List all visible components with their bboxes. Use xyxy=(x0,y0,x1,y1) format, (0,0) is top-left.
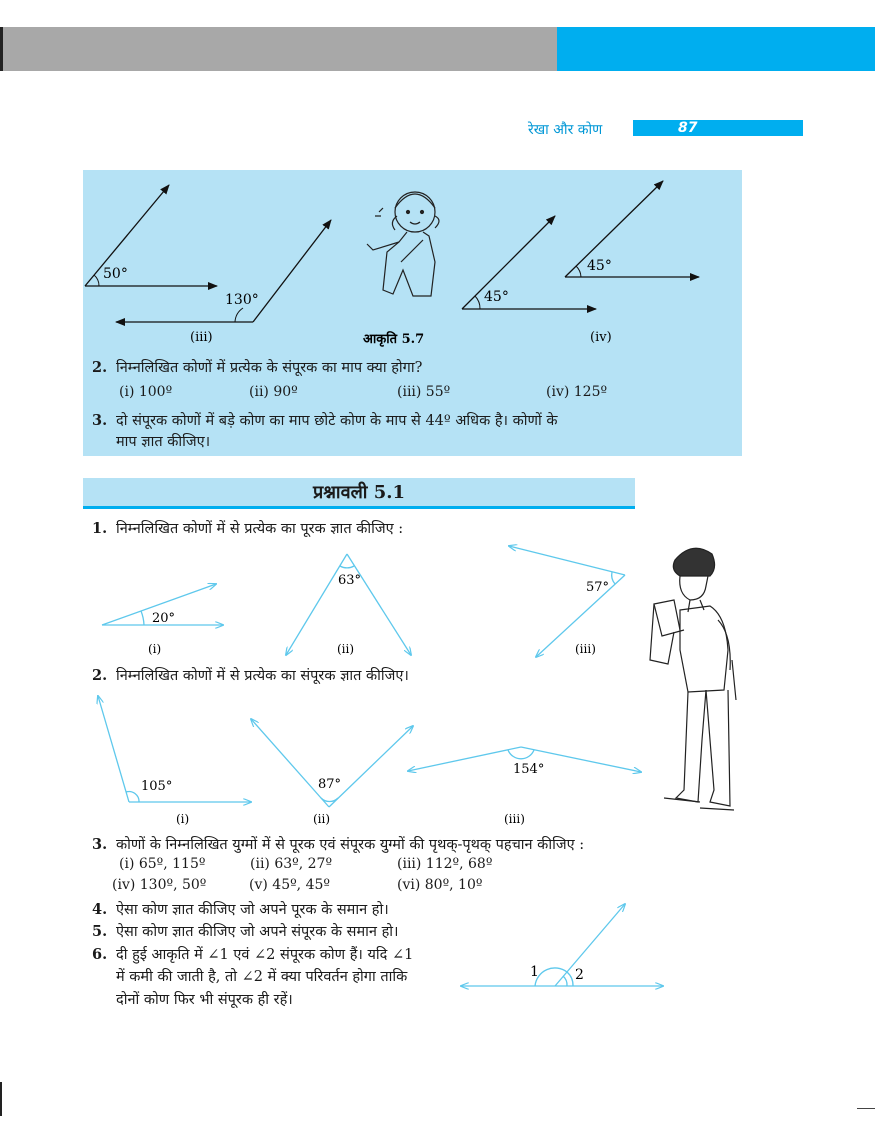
supplementary-angles-figure xyxy=(455,895,670,995)
angle-154-arm xyxy=(408,747,521,771)
question-number: 5. xyxy=(92,923,108,940)
angle-label: 130° xyxy=(225,292,259,308)
figure-sub-label: (iii) xyxy=(504,812,525,826)
question-text: निम्नलिखित कोणों में से प्रत्येक का संपूरक ज्ञात कीजिए। xyxy=(116,668,409,684)
question-number: 4. xyxy=(92,901,108,918)
option: (iv) 125º xyxy=(546,384,608,400)
figure-sub-label: (i) xyxy=(176,812,190,826)
angle-label: 154° xyxy=(513,762,545,777)
exercise-question-4 xyxy=(92,899,389,921)
top-banner-blue xyxy=(557,27,875,71)
question-number: 3. xyxy=(92,836,108,853)
option: (iii) 55º xyxy=(397,384,451,400)
figure-5-7 xyxy=(83,170,742,350)
exercise-question-6 xyxy=(92,944,413,966)
angle-63-arm xyxy=(347,554,411,655)
crop-mark xyxy=(0,1082,2,1116)
exercise-question-5 xyxy=(92,921,399,943)
angle-label: 45° xyxy=(587,258,612,274)
question-text-cont: माप ज्ञात कीजिए। xyxy=(116,434,211,450)
option: (i) 100º xyxy=(119,384,173,400)
question-text: निम्नलिखित कोणों में प्रत्येक के संपूरक का माप क्या होगा? xyxy=(116,360,423,376)
pair-option: (iv) 130º, 50º xyxy=(112,877,207,893)
angle-87-arm xyxy=(251,719,329,807)
box-question-3 xyxy=(92,410,558,432)
question-number: 2. xyxy=(92,359,108,376)
boy-reading-illustration xyxy=(640,540,745,815)
exercise-title: प्रश्नावली 5.1 xyxy=(312,482,406,503)
question-text: कोणों के निम्नलिखित युग्मों में से पूरक एवं संपूरक युग्मों की पृथक्-पृथक् पहचान कीजिए : xyxy=(116,837,585,853)
angle-label: 1 xyxy=(530,964,539,980)
pair-option: (ii) 63º, 27º xyxy=(250,856,333,872)
question-text: ऐसा कोण ज्ञात कीजिए जो अपने पूरक के समान हो। xyxy=(116,902,389,918)
angle-label: 45° xyxy=(484,289,509,305)
figure-sub-label: (iii) xyxy=(575,642,596,656)
figure-sub-label: (i) xyxy=(148,642,162,656)
pair-option: (vi) 80º, 10º xyxy=(397,877,483,893)
pair-option: (iii) 112º, 68º xyxy=(397,856,493,872)
crop-mark xyxy=(857,1108,875,1109)
angle-45-figure-a xyxy=(462,216,596,309)
page-number-bar xyxy=(633,120,803,136)
page-number: 87 xyxy=(678,120,698,136)
exercise-question-2 xyxy=(92,665,409,687)
question-text: निम्नलिखित कोणों में से प्रत्येक का पूरक ज्ञात कीजिए : xyxy=(116,521,404,537)
angle-130-figure xyxy=(116,220,331,322)
q2-angle-figures xyxy=(90,688,650,828)
question-text: ऐसा कोण ज्ञात कीजिए जो अपने संपूरक के समान हो। xyxy=(116,924,399,940)
angle-63-arm xyxy=(286,554,347,655)
question-number: 6. xyxy=(92,946,108,963)
exercise-question-1 xyxy=(92,518,403,540)
angle-label: 105° xyxy=(141,779,173,794)
question-text-cont: दोनों कोण फिर भी संपूरक ही रहें। xyxy=(116,992,293,1008)
figure-sub-label: (iii) xyxy=(190,330,213,345)
angle-label: 57° xyxy=(586,580,610,595)
angle-label: 87° xyxy=(318,777,342,792)
girl-illustration xyxy=(367,192,439,296)
figure-caption: आकृति 5.7 xyxy=(363,332,425,347)
question-number: 2. xyxy=(92,667,108,684)
angle-label: 20° xyxy=(152,611,176,626)
angle-105-arm xyxy=(98,696,129,802)
question-text: दी हुई आकृति में ∠1 एवं ∠2 संपूरक कोण हैं। यदि ∠1 xyxy=(116,947,414,963)
angle-57-arm xyxy=(509,546,625,575)
figure-sub-label: (ii) xyxy=(337,642,355,656)
pair-option: (i) 65º, 115º xyxy=(119,856,206,872)
angle-label: 2 xyxy=(575,967,584,983)
angle-label: 63° xyxy=(338,573,362,588)
angle-label: 50° xyxy=(103,266,128,282)
pair-option: (v) 45º, 45º xyxy=(249,877,330,893)
crop-mark xyxy=(0,27,3,71)
q1-angle-figures xyxy=(90,540,650,665)
figure-sub-label: (ii) xyxy=(313,812,331,826)
chapter-title: रेखा और कोण xyxy=(528,122,603,138)
question-number: 1. xyxy=(92,520,108,537)
question-text: दो संपूरक कोणों में बड़े कोण का माप छोटे कोण के माप से 44º अधिक है। कोणों के xyxy=(116,413,558,429)
angle-87-arm xyxy=(329,726,413,807)
exercise-question-3 xyxy=(92,834,584,856)
top-banner-gray xyxy=(0,27,557,71)
question-number: 3. xyxy=(92,412,108,429)
figure-sub-label: (iv) xyxy=(590,330,612,345)
box-question-2 xyxy=(92,357,422,379)
angle-45-figure-b xyxy=(565,181,699,277)
option: (ii) 90º xyxy=(249,384,298,400)
question-text-cont: में कमी की जाती है, तो ∠2 में क्या परिवर्तन होगा ताकि xyxy=(116,969,408,985)
